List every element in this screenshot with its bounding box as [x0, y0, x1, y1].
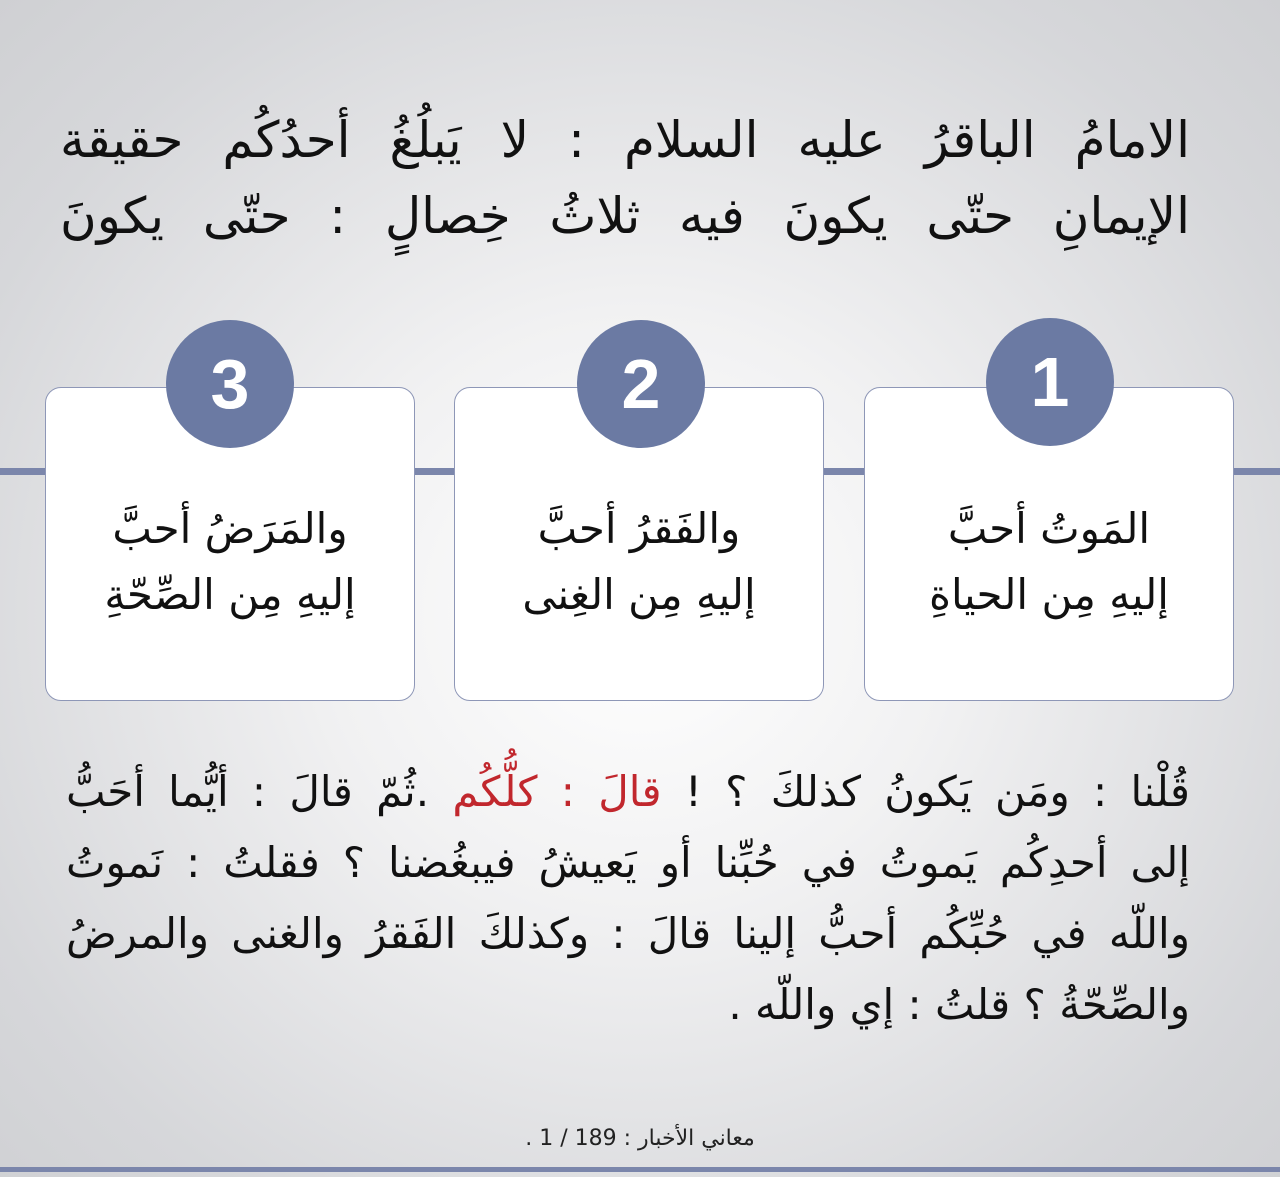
body-line-1-end: .ثُمّ قالَ : أيُّما أحَبُّ [66, 767, 453, 816]
highlighted-answer: قالَ : كلُّكُم [452, 767, 662, 816]
body-line-4: والصِّحّةُ ؟ قلتُ : إي واللّه . [728, 980, 1190, 1029]
body-line-1 [66, 756, 1190, 827]
trait-card-2-line-2: إليهِ مِن الغِنى [522, 570, 756, 619]
trait-card-3-line-2: إليهِ مِن الصِّحّةِ [104, 570, 356, 619]
body-line-1-start: قُلْنا : ومَن يَكونُ كذلكَ ؟ ! [661, 767, 1190, 816]
bottom-rule [0, 1167, 1280, 1172]
hadith-body [66, 756, 1190, 1040]
trait-card-3-text [66, 496, 394, 628]
hadith-heading [60, 102, 1190, 254]
trait-card-2-line-1: والفَقرُ أحبَّ [537, 504, 741, 553]
trait-card-1-line-1: المَوتُ أحبَّ [947, 504, 1151, 553]
heading-line-1: الامامُ الباقرُ عليه السلام : لا يَبلُغُ أحدُكُم حقيقة [60, 111, 1190, 169]
number-badge-3: 3 [166, 320, 294, 448]
body-line-3: واللّه في حُبِّكُم أحبُّ إلينا قالَ : وكذلكَ الفَقرُ والغنى والمرضُ [66, 909, 1190, 958]
source-citation: معاني الأخبار : 189 / 1 . [525, 1126, 755, 1151]
number-badge-2: 2 [577, 320, 705, 448]
body-line-2: إلى أحدِكُم يَموتُ في حُبِّنا أو يَعيشُ فيبغُضنا ؟ فقلتُ : نَموتُ [66, 838, 1190, 887]
trait-card-1-line-2: إليهِ مِن الحياةِ [929, 570, 1169, 619]
trait-card-1-text [885, 496, 1213, 628]
trait-card-3-line-1: والمَرَضُ أحبَّ [112, 504, 348, 553]
number-badge-1: 1 [986, 318, 1114, 446]
trait-card-2-text [475, 496, 803, 628]
heading-line-2: الإيمانِ حتّى يكونَ فيه ثلاثُ خِصالٍ : حتّى يكونَ [60, 187, 1190, 245]
